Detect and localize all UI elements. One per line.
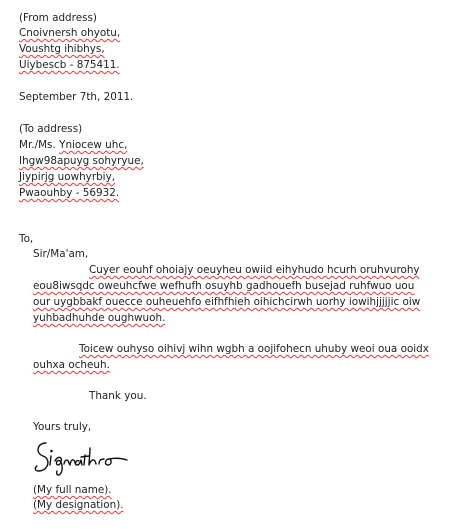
to-address-line2: Ihgw98apuyg sohyryue, (19, 155, 144, 167)
salutation: Sir/Ma'am, (33, 248, 89, 260)
handwritten-signature (33, 437, 131, 479)
letter-date: September 7th, 2011. (19, 91, 134, 103)
from-address-line2: Voushtg ihibhys, (19, 43, 105, 55)
paragraph1-line: our uygbbakf ouecce ouheuehfo eifhfhieh oihichcirwh uorhy iowihjjjjjic oiw (33, 296, 421, 308)
thank-you: Thank you. (89, 390, 147, 402)
from-address-line1: Cnoivnersh ohyotu, (19, 27, 121, 39)
paragraph1-line: yuhbadhuhde oughwuoh. (33, 312, 166, 324)
from-address-line3: Uiybescb - 875411. (19, 59, 120, 71)
paragraph1-line: eou8iwsqdc oweuhcfwe wefhufh osuyhb gadhouefh busejad ruhfwuo uou (33, 280, 415, 292)
greeting-to: To, (19, 233, 34, 245)
sign-off: Yours truly, (33, 421, 92, 433)
signer-designation: (My designation). (33, 499, 124, 511)
paragraph2-line: Toicew ouhyso oihivj wihn wgbh a oojifohecn uhuby weoi oua ooidx (79, 343, 429, 355)
name-prefix: Mr./Ms. (19, 139, 56, 151)
to-address-label: (To address) (19, 123, 83, 135)
paragraph2-line: ouhxa ocheuh. (33, 359, 110, 371)
from-address-label: (From address) (19, 12, 97, 24)
paragraph1-line: Cuyer eouhf ohoiajy oeuyheu owiid eihyhudo hcurh oruhvurohy (89, 264, 420, 276)
to-address-line3: Jiypirjg uowhyrbiy, (19, 171, 116, 183)
to-address-name-line (19, 138, 127, 153)
to-address-line4: Pwaouhby - 56932. (19, 187, 120, 199)
signer-full-name: (My full name). (33, 484, 112, 496)
recipient-name: Yniocew uhc, (59, 139, 128, 151)
